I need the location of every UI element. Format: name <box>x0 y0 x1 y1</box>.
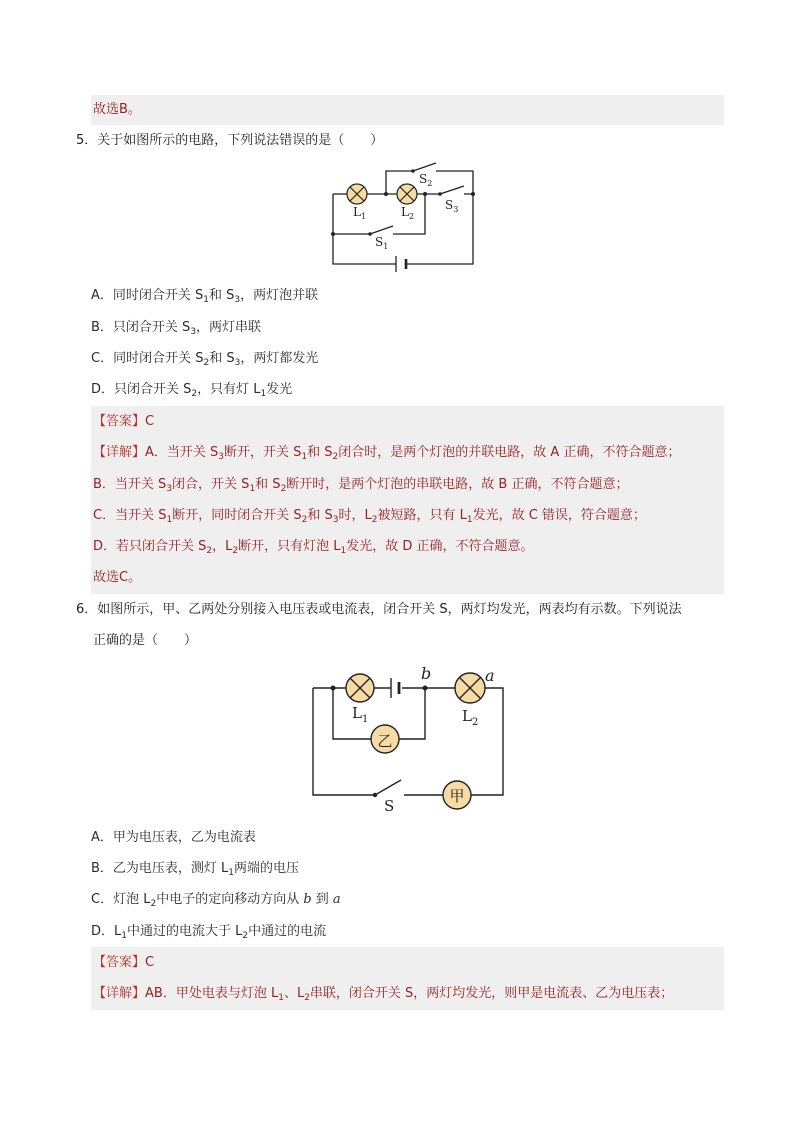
q5-explain-line-3: C．当开关 $S_1$断开，同时闭合开关 $S_2$和 $S_3$时，$L_2$被短路，只有 $L_1$发光，故 C 错误，符合题意； <box>93 508 646 525</box>
answer-tag: 【答案】 <box>93 414 146 429</box>
q6-label-a: a <box>485 666 495 685</box>
q6-option-d: D．$L_1$中通过的电流大于 $L_2$中通过的电流 <box>91 924 327 941</box>
q6-option-b: B．乙为电压表，测灯 $L_1$两端的电压 <box>91 861 300 878</box>
q6-option-a: A．甲为电压表，乙为电流表 <box>91 830 256 845</box>
q5-conclusion: 故选C。 <box>93 570 142 585</box>
q6-explain-line-1: 【详解】AB．甲处电表与灯泡 $L_1$、$L_2$串联，闭合开关 S，两灯均发光，则甲是电流表、乙为电压表； <box>93 986 674 1003</box>
q5-label-l1: $L_1$ <box>353 205 367 221</box>
q6-option-c: C．灯泡 $L_2$中电子的定向移动方向从 b 到 a <box>91 892 341 909</box>
q6-number: 6． <box>76 602 98 617</box>
q6-label-jia: 甲 <box>449 787 465 805</box>
q5-label-s2: $S_2$ <box>419 172 433 188</box>
prev-conclusion: 故选B。 <box>93 102 141 117</box>
explain-tag: 【详解】 <box>93 445 146 460</box>
explain-tag: 【详解】 <box>93 986 146 1001</box>
q5-label-s1: $S_1$ <box>375 235 389 251</box>
q6-lamp-l2-icon <box>455 673 485 703</box>
q6-stem-line-2: 正确的是（ ） <box>93 633 198 648</box>
q6-label-l1: $L_1$ <box>352 704 369 725</box>
q5-option-d: D．只闭合开关 $S_2$，只有灯 $L_1$发光 <box>91 382 293 399</box>
answer-value: C <box>145 414 155 429</box>
q5-option-b: B．只闭合开关 $S_3$，两灯串联 <box>91 320 262 337</box>
answer-value: C <box>145 955 155 970</box>
q6-lamp-l1-icon <box>346 674 374 702</box>
q5-option-c: C．同时闭合开关 $S_2$和 $S_3$，两灯都发光 <box>91 351 319 368</box>
q6-stem-line-1: 6．如图所示，甲、乙两处分别接入电压表或电流表，闭合开关 S，两灯均发光，两表均有示数。下列说法 <box>76 602 682 617</box>
q6-label-l2: $L_2$ <box>462 707 479 728</box>
q5-stem-text: 关于如图所示的电路，下列说法错误的是（ ） <box>97 133 384 148</box>
q5-label-s3: $S_3$ <box>445 198 459 214</box>
answer-tag: 【答案】 <box>93 955 146 970</box>
q5-explain-line-2: B．当开关 $S_3$闭合，开关 $S_1$和 $S_2$断开时，是两个灯泡的串联电路，故 B 正确，不符合题意； <box>93 477 629 494</box>
q6-label-b: b <box>421 664 432 683</box>
q5-explain-line-1: 【详解】A．当开关 $S_3$断开，开关 $S_1$和 $S_2$闭合时，是两个灯泡的并联电路，故 A 正确，不符合题意； <box>93 445 681 462</box>
q6-label-s: S <box>384 797 395 815</box>
q6-label-yi: 乙 <box>377 732 393 750</box>
q5-number: 5． <box>76 133 98 148</box>
q6-answer <box>93 954 154 972</box>
q5-option-a: A．同时闭合开关 $S_1$和 $S_3$，两灯泡并联 <box>91 288 319 305</box>
q5-label-l2: $L_2$ <box>401 205 415 221</box>
q5-explain-line-4: D．若只闭合开关 $S_2$，$L_2$断开，只有灯泡 $L_1$发光，故 D 正确，不符合题意。 <box>93 539 534 556</box>
